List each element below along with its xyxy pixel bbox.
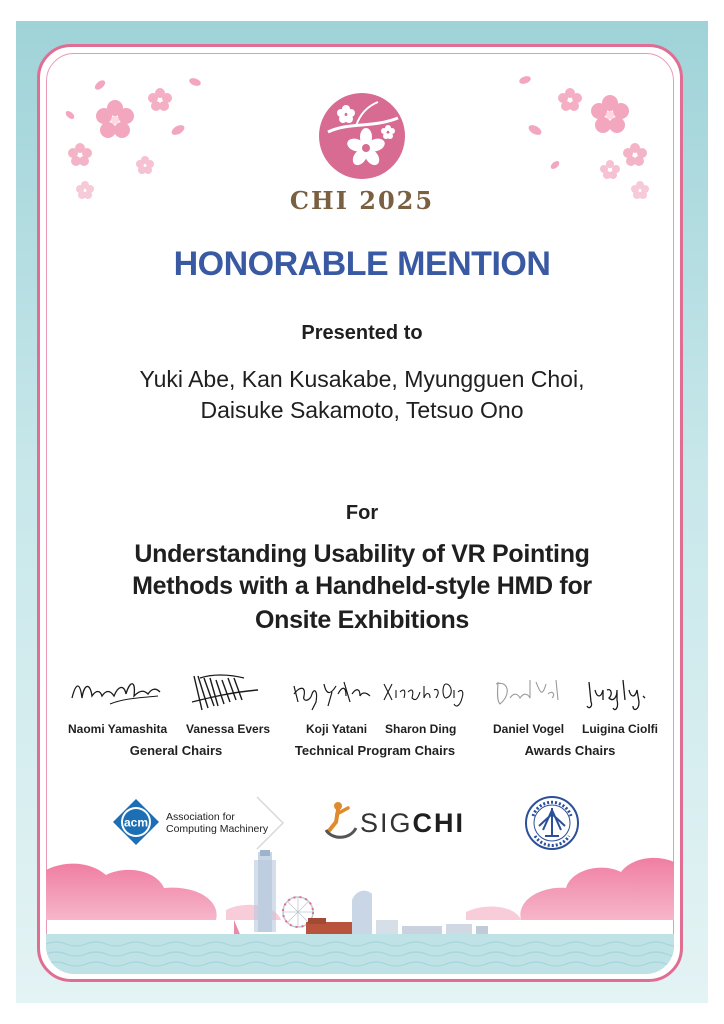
chair-name-koji-yatani: Koji Yatani [306, 722, 368, 736]
signature-daniel-vogel [490, 672, 562, 716]
sigchi-part-2: CHI [412, 808, 466, 838]
science-council-japan-seal [525, 796, 579, 850]
paper-title-line-3: Onsite Exhibitions [254, 606, 470, 634]
signature-koji-yatani [290, 672, 372, 716]
yokohama-skyline-illustration [46, 850, 674, 974]
acm-badge-text: acm [123, 815, 149, 830]
signature-naomi-yamashita [70, 672, 162, 716]
chair-name-luigina-ciolfi: Luigina Ciolfi [582, 722, 658, 736]
award-title: HONORABLE MENTION [173, 245, 551, 283]
skyline-scene [46, 850, 674, 974]
recipients-line-1: Yuki Abe, Kan Kusakabe, Myungguen Choi, [139, 366, 585, 392]
signature-luigina-ciolfi [585, 672, 651, 716]
acm-text [166, 811, 268, 835]
chair-name-naomi-yamashita: Naomi Yamashita [68, 722, 168, 736]
awards-chairs-label: Awards Chairs [524, 743, 616, 758]
chi-2025-wordmark: CHI 2025 [289, 186, 435, 215]
sigchi-figure-icon [322, 800, 358, 840]
paper-title-line-1: Understanding Usability of VR Pointing [134, 540, 590, 568]
technical-program-chairs-label: Technical Program Chairs [294, 743, 456, 758]
sigchi-part-1: SIG [360, 808, 413, 838]
chevron-divider-icon [255, 795, 285, 851]
signature-vanessa-evers [188, 672, 260, 716]
acm-logo-badge [112, 798, 160, 846]
acm-text-line-2: Computing Machinery [166, 823, 269, 835]
for-label: For [345, 502, 379, 524]
recipients-line-2: Daisuke Sakamoto, Tetsuo Ono [200, 397, 524, 423]
chi-blossom-logo [318, 92, 406, 180]
acm-text-line-1: Association for [166, 811, 235, 823]
sigchi-wordmark [360, 808, 465, 839]
chair-name-sharon-ding: Sharon Ding [385, 722, 457, 736]
signature-sharon-ding [382, 672, 466, 716]
general-chairs-label: General Chairs [129, 743, 223, 758]
paper-title-line-2: Methods with a Handheld-style HMD for [132, 572, 592, 600]
presented-to-label: Presented to [301, 322, 423, 344]
chair-name-vanessa-evers: Vanessa Evers [186, 722, 271, 736]
chair-name-daniel-vogel: Daniel Vogel [493, 722, 565, 736]
